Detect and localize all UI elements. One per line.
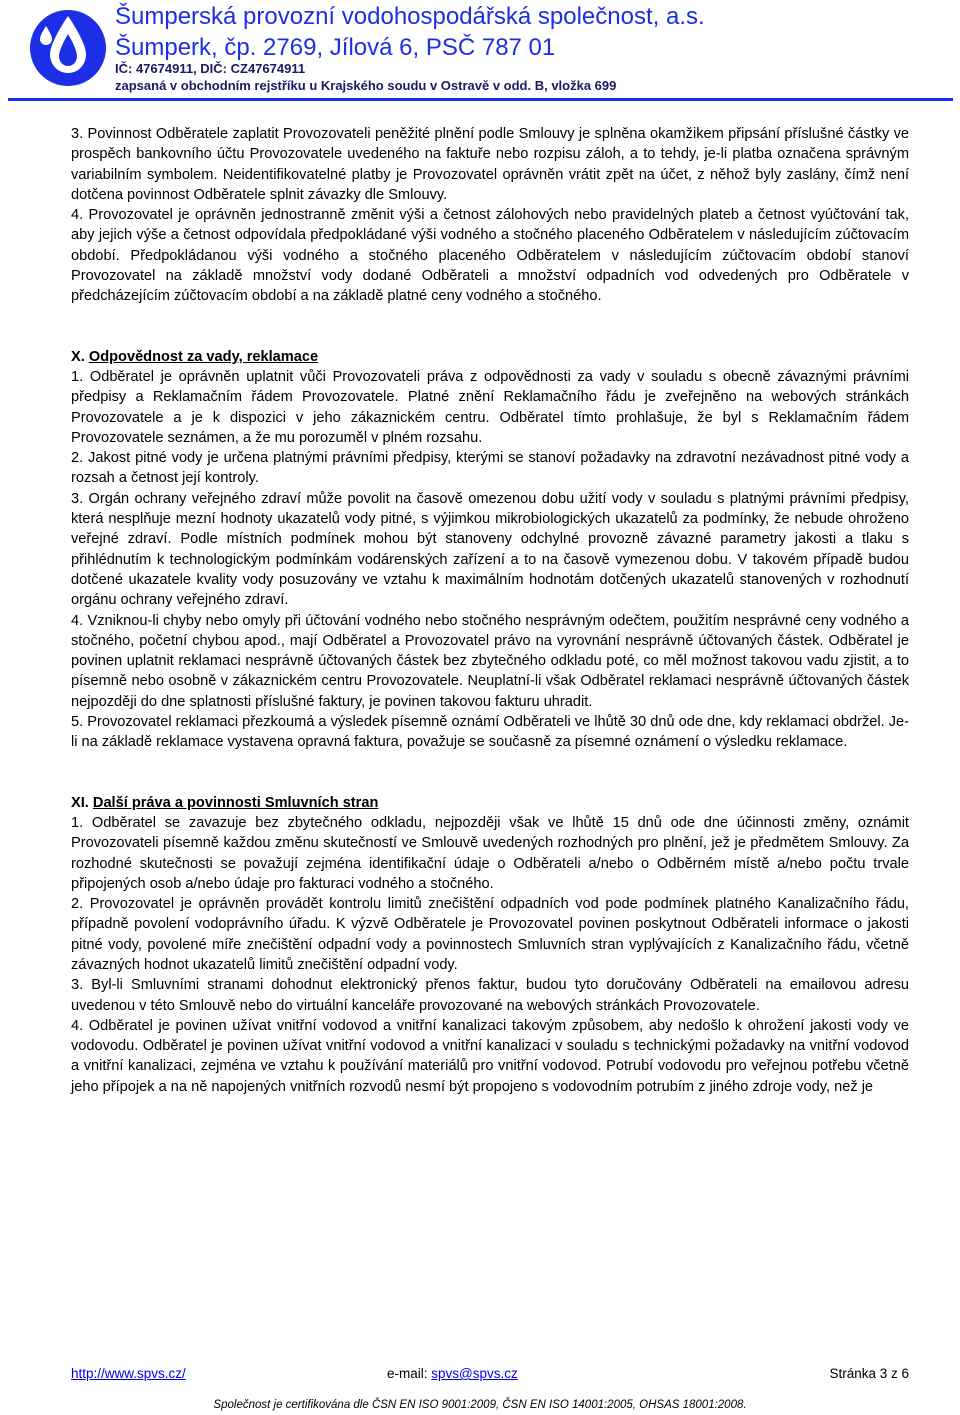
paragraph: 4. Vzniknou-li chyby nebo omyly při účtování vodného nebo stočného nesprávným odečtem, použitím nesprávné ceny vodného a stočného, početní chybou apod., mají Odběratel a Provozovatel právo na vyrovnání nesprávně účtovaných částek. Odběratel je povinen uplatnit reklamaci nesprávně účtovaných částek bez zbytečného odkladu poté, co měl možnost takovou vadu zjistit, a to písemně nebo osobně v zákaznickém centru Provozovatele. Neuplatní-li však Odběratel reklamaci nesprávně účtovaných částek nejpozději do dne splatnosti příslušné faktury, je povinen takovou fakturu uhradit.	[71, 612, 909, 710]
website-link[interactable]: http://www.spvs.cz/	[71, 1366, 186, 1381]
section-title: Odpovědnost za vady, reklamace	[88, 348, 319, 365]
paragraph: 2. Jakost pitné vody je určena platnými právními předpisy, kterými se stanoví požadavky na zdravotní nezávadnost pitné vody a rozsah a četnost její kontroly.	[71, 450, 909, 487]
page-number: Stránka 3 z 6	[829, 1366, 909, 1381]
paragraph: 2. Provozovatel je oprávněn provádět kontrolu limitů znečištění odpadních vod pode podmínek platného Kanalizačního řádu, případně povolení vodoprávního úřadu. K výzvě Odběratele je Provozovatel povinen poskytnout Odběrateli informace o jakosti pitné vody, povolené míře znečištění odpadní vody a povinnostech Smluvních stran vyplývajících z Kanalizačního řádu, včetně závazných hodnot ukazatelů limitů znečištění odpadní vody.	[71, 896, 909, 973]
water-drops-logo-icon	[28, 4, 108, 89]
section-number: X.	[71, 348, 85, 365]
company-name: Šumperská provozní vodohospodářská společnost, a.s.	[115, 3, 705, 30]
company-ids: IČ: 47674911, DIČ: CZ47674911	[115, 61, 306, 76]
paragraph: 5. Provozovatel reklamaci přezkoumá a výsledek písemně oznámí Odběrateli ve lhůtě 30 dnů ode dne, kdy reklamaci obdržel. Je-li na základě reklamace vystavena opravná faktura, považuje se současně za písemné oznámení o výsledku reklamace.	[71, 714, 909, 751]
section-heading	[71, 793, 909, 813]
email-line	[387, 1366, 518, 1381]
document-body	[71, 124, 909, 1097]
paragraph: 3. Byl-li Smluvními stranami dohodnut elektronický přenos faktur, budou tyto doručovány Odběrateli na emailovou adresu uvedenou v této Smlouvě nebo do virtuální kanceláře provozované na webových stránkách Provozovatele.	[71, 977, 909, 1014]
company-registry: zapsaná v obchodním rejstříku u Krajského soudu v Ostravě v odd. B, vložka 699	[115, 78, 617, 93]
paragraph: 3. Orgán ochrany veřejného zdraví může povolit na časově omezenou dobu užití vody v souladu s platnými právními předpisy, která nesplňuje mezní hodnoty ukazatelů vody pitné, s výjimkou mikrobiologických ukazatelů za podmínky, že nebude ohroženo veřejné zdraví. Podle místních podmínek mohou být stanoveny odchylné provozně závazné parametry jakosti a tlaku s přihlédnutím k technologickým podmínkám vodárenských zařízení a to na časově vymezenou dobu. V takovém případě budou dotčené ukazatele kvality vody posuzovány ve vztahu k maximálním hodnotám dotčených ukazatelů stanovených v rozhodnutí orgánu ochrany veřejného zdraví.	[71, 490, 909, 609]
spacer	[71, 307, 909, 347]
paragraph: 4. Provozovatel je oprávněn jednostranně změnit výši a četnost zálohových nebo pravidelných plateb a četnost vyúčtování tak, aby jejich výše a četnost odpovídala předpokládané výši vodného a stočného placeného Odběratelem v následujícím zúčtovacím období. Předpokládanou výši vodného a stočného placeného Odběratelem v následujícím zúčtovacím období stanoví Provozovatel na základě množství vody dodané Odběrateli a množství odpadních vod odvedených pro Odběratele v předcházejícím zúčtovacím období a na základě platné ceny vodného a stočného.	[71, 207, 909, 305]
company-address: Šumperk, čp. 2769, Jílová 6, PSČ 787 01	[115, 34, 556, 61]
paragraph: 1. Odběratel se zavazuje bez zbytečného odkladu, nejpozději však ve lhůtě 15 dnů ode dne účinnosti změny, oznámit Provozovateli písemně každou změnu skutečností ve Smlouvě uvedených rozhodných pro plnění, jež je předmětem Smlouvy. Za rozhodné skutečnosti se považují zejména identifikační údaje o Odběrateli a/nebo o Odběrném místě a/nebo počtu trvale připojených osob a/nebo údaje pro fakturaci vodného a stočného.	[71, 814, 909, 892]
paragraph: 3. Povinnost Odběratele zaplatit Provozovateli peněžité plnění podle Smlouvy je splněna okamžikem připsání příslušné částky ve prospěch bankovního účtu Provozovatele uvedeného na faktuře nebo rozpisu záloh, a to tehdy, je-li platba označena správným variabilním symbolem. Neidentifikovatelné platby je Provozovatel oprávněn vrátit zpět na účet, z něhož byly zaslány, čímž není dotčena povinnost Odběratele splnit závazky dle Smlouvy.	[71, 126, 909, 203]
email-label: e-mail:	[387, 1366, 432, 1381]
certification-note: Společnost je certifikována dle ČSN EN ISO 9001:2009, ČSN EN ISO 14001:2005, OHSAS 18001:2008.	[213, 1399, 747, 1411]
section-number: XI.	[71, 794, 89, 811]
section-heading	[71, 347, 909, 367]
email-link[interactable]: spvs@spvs.cz	[431, 1366, 518, 1381]
letterhead	[0, 0, 960, 102]
spacer	[71, 753, 909, 793]
paragraph: 4. Odběratel je povinen užívat vnitřní vodovod a vnitřní kanalizaci takovým způsobem, aby nedošlo k ohrožení jakosti vody ve vodovodu. Odběratel je povinen užívat vnitřní vodovod a vnitřní kanalizaci v souladu s technickými požadavky na vnitřní vodovod a vnitřní kanalizaci, zejména ve vztahu k používání materiálů pro vnitřní vodovod. Potrubí vodovodu pro veřejnou potřebu včetně jeho přípojek a na ně napojených vnitřních rozvodů nesmí být propojeno s vodovodním potrubím z jiného zdroje vody, než je	[71, 1017, 909, 1095]
section-title: Další práva a povinnosti Smluvních stran	[92, 794, 379, 811]
header-divider	[8, 98, 953, 101]
paragraph: 1. Odběratel je oprávněn uplatnit vůči Provozovateli práva z odpovědnosti za vady v souladu s obecně závaznými právními předpisy a Reklamačním řádem Provozovatele. Platné znění Reklamačního řádu je zveřejněno na webových stránkách Provozovatele a je k dispozici v jeho zákaznickém centru. Odběratel tímto prohlašuje, že byl s Reklamačním řádem Provozovatele seznámen, a že mu porozuměl v plném rozsahu.	[71, 368, 909, 446]
page-footer	[71, 1366, 909, 1386]
